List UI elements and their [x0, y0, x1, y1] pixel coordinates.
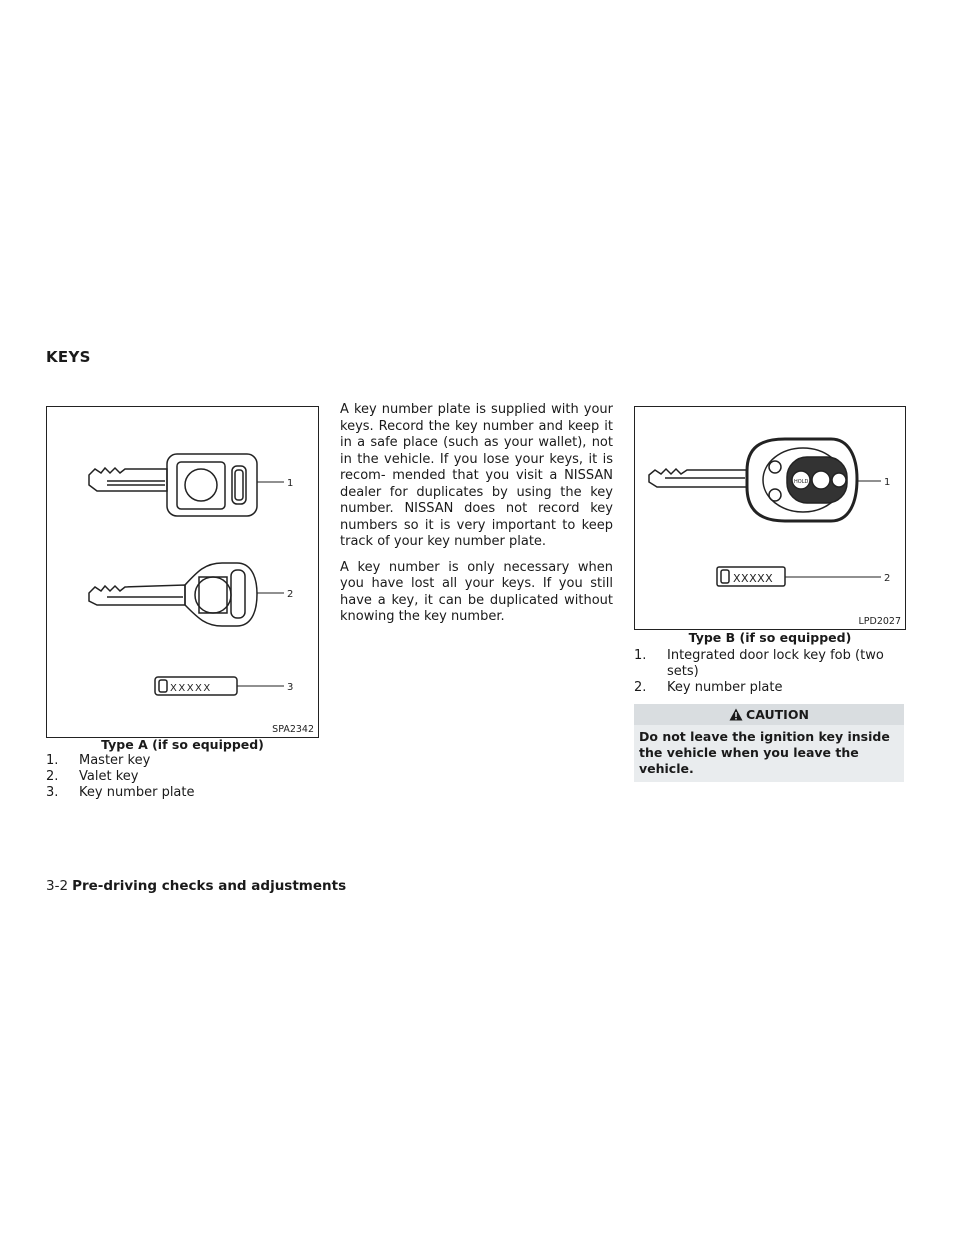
callout-a-3: 3	[287, 682, 294, 693]
list-type-b	[634, 648, 906, 696]
plate-text-a: XXXXX	[170, 683, 212, 694]
plate-text-b: XXXXX	[733, 572, 774, 585]
list-item: 2. Key number plate	[634, 680, 783, 695]
body-text-column	[340, 402, 613, 635]
valet-key-head	[185, 563, 257, 626]
paragraph-key-plate: A key number plate is supplied with your keys. Record the key number and keep it in a safe place (such as your wallet), not in the vehicle. If you lose your keys, it is recom- mended that you visit a NISSAN dealer for duplicates by using the key number. NISSAN does not record key numbers so it is very important to keep track of your key number plate.	[340, 402, 613, 549]
caption-type-a: Type A (if so equipped)	[101, 737, 264, 752]
keys-type-b-illustration	[635, 407, 905, 629]
figure-type-b	[634, 406, 906, 630]
caution-text: Do not leave the ignition key inside the vehicle when you leave the vehicle.	[634, 725, 904, 782]
callout-a-1: 1	[287, 478, 294, 489]
callout-b-2: 2	[884, 573, 891, 584]
caution-title: CAUTION	[746, 707, 809, 722]
page-number: 3-2	[46, 878, 69, 894]
chapter-title: Pre-driving checks and adjustments	[72, 878, 347, 894]
master-key-blade	[89, 468, 167, 491]
callout-b-1: 1	[884, 477, 891, 488]
valet-key-blade	[89, 585, 185, 605]
section-title: KEYS	[46, 348, 91, 366]
paragraph-key-number: A key number is only necessary when you have lost all your keys. If you still have a key, it can be duplicated without knowing the key number.	[340, 559, 613, 624]
caution-box	[634, 704, 904, 782]
list-item: 1. Master key	[46, 753, 151, 768]
warning-icon	[729, 708, 743, 721]
caption-type-b: Type B (if so equipped)	[688, 630, 852, 645]
list-type-a	[46, 753, 319, 801]
keys-type-a-illustration	[47, 407, 318, 737]
list-item: 3. Key number plate	[46, 785, 195, 800]
figure-code-a: SPA2342	[272, 724, 314, 735]
caution-header	[634, 704, 904, 725]
list-item: 2. Valet key	[46, 769, 139, 784]
page-footer	[46, 878, 346, 894]
figure-code-b: LPD2027	[858, 616, 901, 627]
list-item: 1. Integrated door lock key fob (two sets)	[634, 648, 884, 679]
figure-type-a	[46, 406, 319, 738]
fob-hold-label: HOLD	[794, 479, 809, 485]
callout-a-2: 2	[287, 589, 294, 600]
